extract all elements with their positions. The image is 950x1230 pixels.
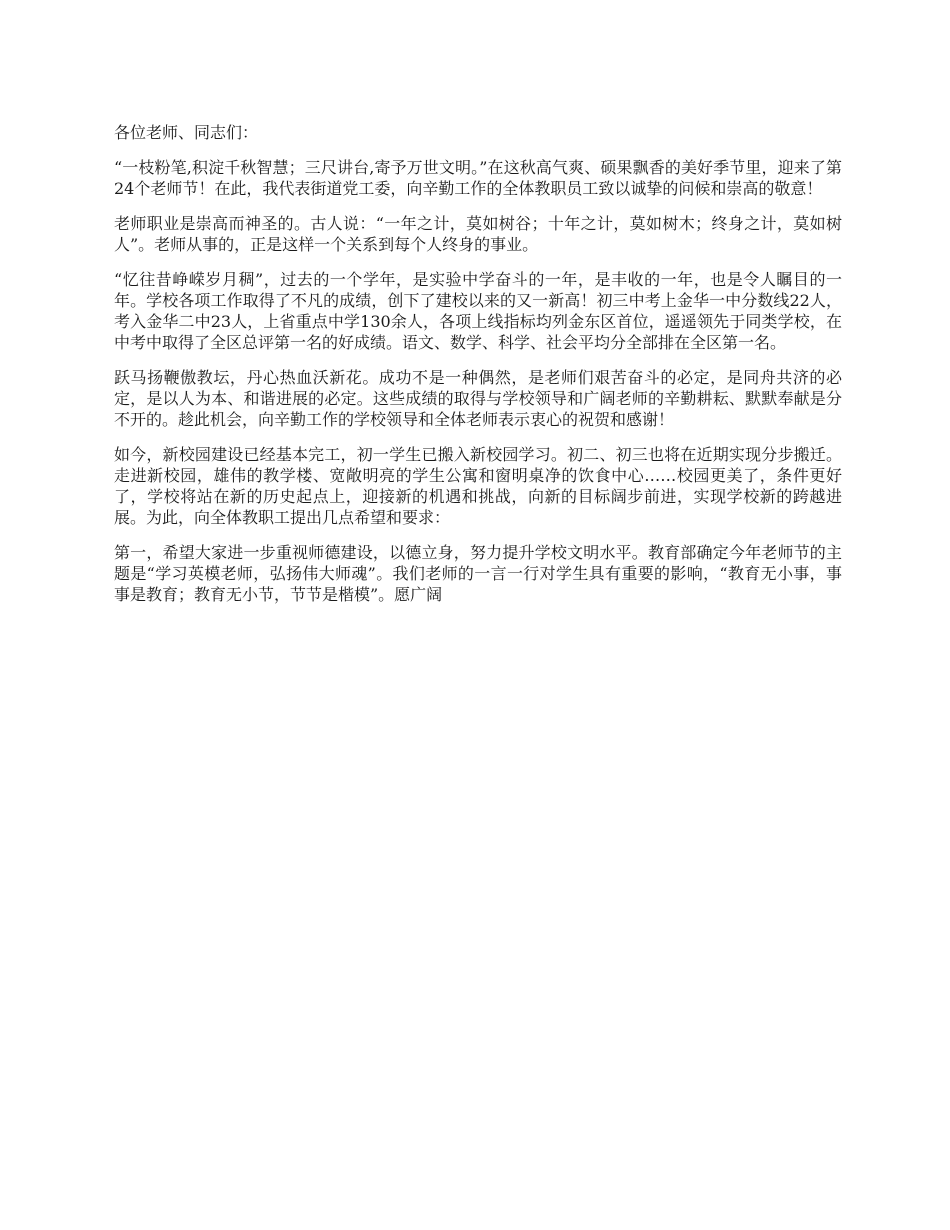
paragraph-5: 如今，新校园建设已经基本完工，初一学生已搬入新校园学习。初二、初三也将在近期实现分步搬迁。走进新校园，雄伟的教学楼、宽敞明亮的学生公寓和窗明桌净的饮食中心……校园更美了，条件更好了，学校将站在新的历史起点上，迎接新的机遇和挑战，向新的目标阔步前进，实现学校新的跨越进展。为此，向全体教职工提出几点希望和要求： bbox=[114, 445, 842, 527]
paragraph-6: 第一，希望大家进一步重视师德建设，以德立身，努力提升学校文明水平。教育部确定今年老师节的主题是“学习英模老师，弘扬伟大师魂”。我们老师的一言一行对学生具有重要的影响，“教育无小事，事事是教育；教育无小节，节节是楷模”。愿广阔 bbox=[114, 543, 842, 604]
document-body bbox=[114, 122, 842, 619]
greeting-line: 各位老师、同志们： bbox=[114, 123, 259, 142]
paragraph-3: “忆往昔峥嵘岁月稠”，过去的一个学年，是实验中学奋斗的一年，是丰收的一年，也是令人瞩目的一年。学校各项工作取得了不凡的成绩，创下了建校以来的又一新高！初三中考上金华一中分数线22人，考入金华二中23人，上省重点中学130余人，各项上线指标均列金东区首位，遥遥领先于同类学校，在中考中取得了全区总评第一名的好成绩。语文、数学、科学、社会平均分全部排在全区第一名。 bbox=[114, 270, 842, 352]
paragraph-2: 老师职业是崇高而神圣的。古人说：“一年之计，莫如树谷；十年之计，莫如树木；终身之计，莫如树人”。老师从事的，正是这样一个关系到每个人终身的事业。 bbox=[114, 214, 842, 254]
paragraph-4: 跃马扬鞭傲教坛，丹心热血沃新花。成功不是一种偶然，是老师们艰苦奋斗的必定，是同舟共济的必定，是以人为本、和谐进展的必定。这些成绩的取得与学校领导和广阔老师的辛勤耕耘、默默奉献是分不开的。趁此机会，向辛勤工作的学校领导和全体老师表示衷心的祝贺和感谢！ bbox=[114, 368, 842, 429]
paragraph-1: “一枝粉笔,积淀千秋智慧；三尺讲台,寄予万世文明。”在这秋高气爽、硕果飘香的美好季节里，迎来了第24个老师节！在此，我代表街道党工委，向辛勤工作的全体教职员工致以诚挚的问候和崇高的敬意！ bbox=[114, 158, 842, 198]
